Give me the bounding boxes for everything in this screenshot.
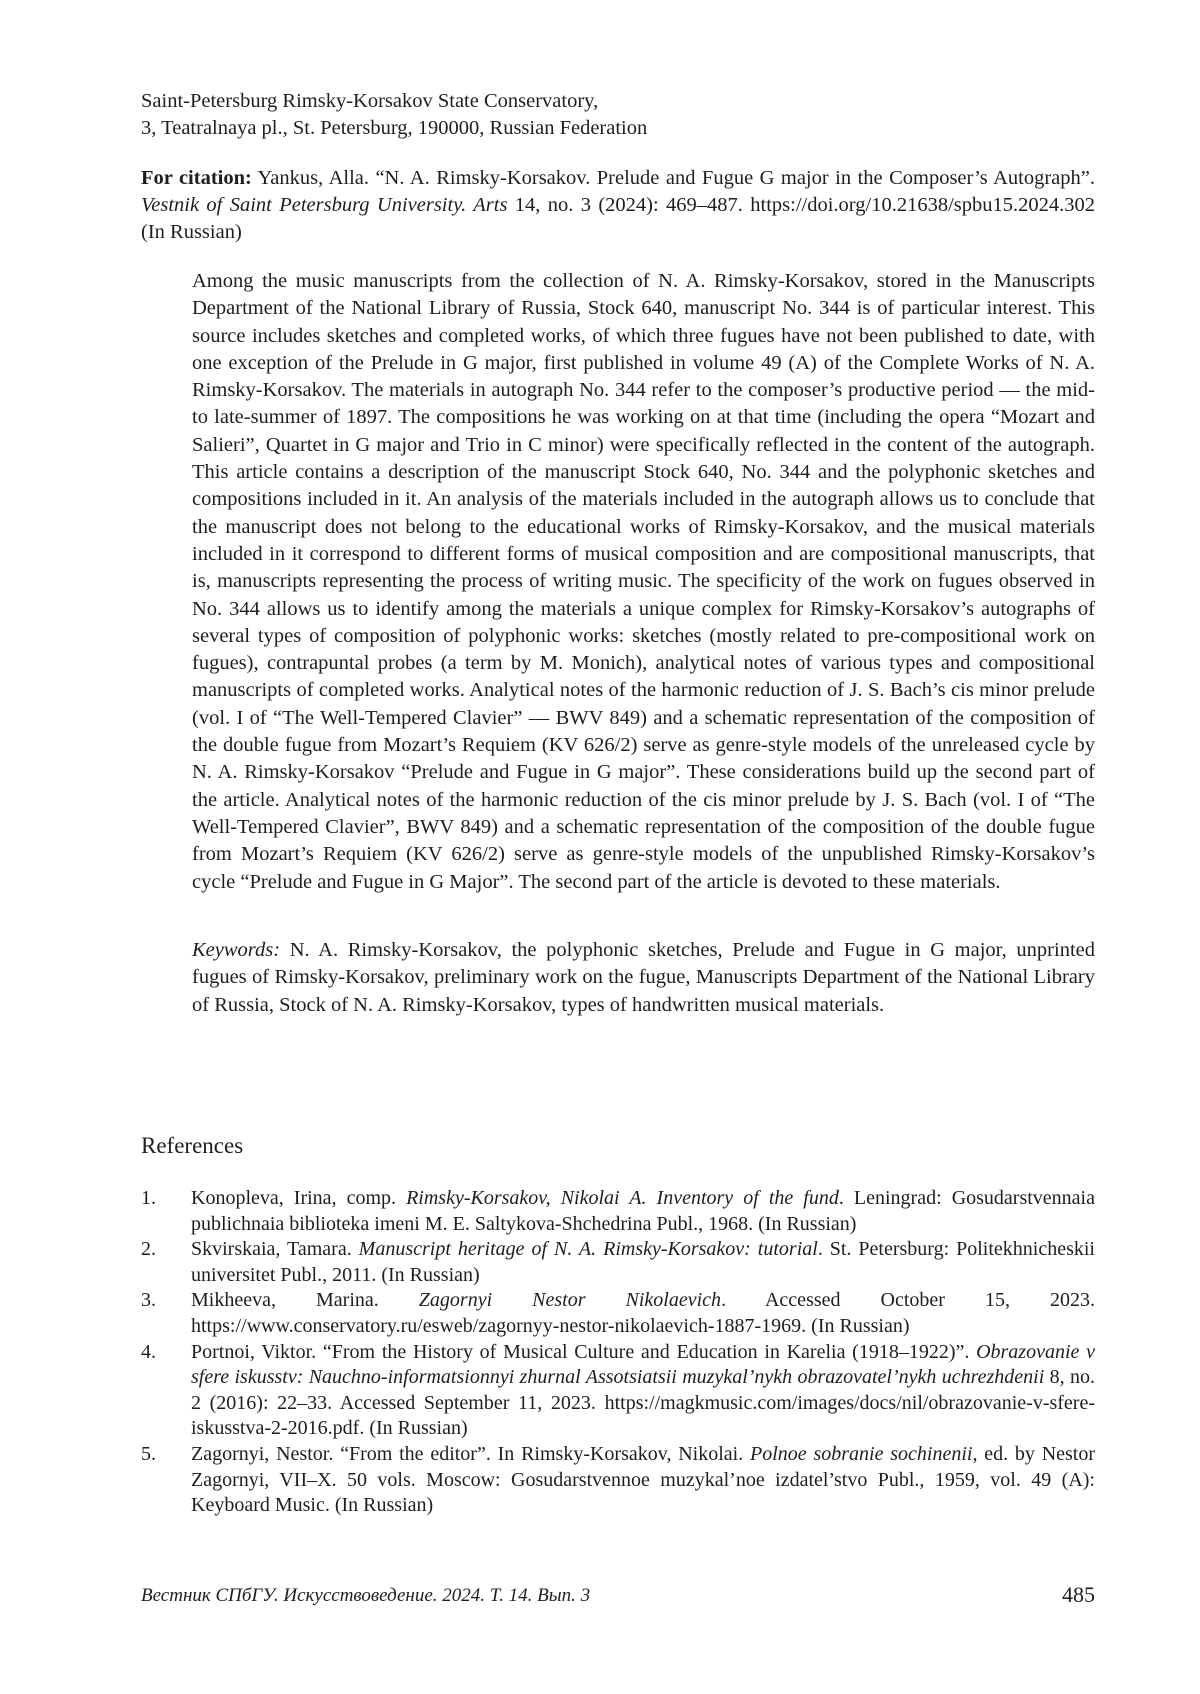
reference-details: . Leningrad: Gosudarstvennaia publichnaia biblioteka imeni M. E. Saltykova-Shchedrina Publ., 1968. (In Russian): [191, 1187, 1095, 1235]
reference-item: [141, 1186, 1095, 1237]
reference-item: [141, 1442, 1095, 1519]
reference-author: Zagornyi, Nestor. “From the editor”. In Rimsky-Korsakov, Nikolai.: [191, 1442, 751, 1465]
reference-title: Polnoe sobranie sochinenii: [750, 1442, 973, 1465]
reference-author: Portnoi, Viktor. “From the History of Musical Culture and Education in Karelia (1918–1922)”.: [191, 1340, 977, 1363]
affiliation-line-1: Saint-Petersburg Rimsky-Korsakov State Conservatory,: [141, 90, 599, 112]
keywords-label: Keywords:: [192, 939, 281, 961]
keywords-text: N. A. Rimsky-Korsakov, the polyphonic sketches, Prelude and Fugue in G major, unprinted fugues of Rimsky-Korsakov, preliminary work on the fugue, Manuscripts Department of the National Library of Russia, Stock of N. A. Rimsky-Korsakov, types of handwritten musical materials.: [192, 939, 1095, 1016]
references-heading: References: [141, 1133, 244, 1158]
reference-title: Rimsky-Korsakov, Nikolai A. Inventory of the fund: [406, 1187, 839, 1209]
footer-journal-name: Вестник СПбГУ. Искусствоведение. 2024. Т. 14. Вып. 3: [141, 1585, 591, 1606]
reference-details: . St. Petersburg: Politekhnicheskii universitet Publ., 2011. (In Russian): [191, 1238, 1095, 1286]
reference-details: , ed. by Nestor Zagornyi, VII–X. 50 vols. Moscow: Gosudarstvennoe muzykal’noe izdatel’stvo Publ., 1959, vol. 49 (A): Keyboard Music. (In Russian): [191, 1442, 1096, 1517]
reference-author: Konopleva, Irina, comp.: [191, 1187, 407, 1209]
reference-details: . Accessed October 15, 2023. https://www.conservatory.ru/esweb/zagornyy-nestor-nikolaevich-1887-1969. (In Russian): [191, 1289, 1096, 1337]
reference-number: 3.: [141, 1289, 156, 1312]
reference-number: 5.: [141, 1442, 156, 1465]
reference-number: 4.: [141, 1340, 156, 1363]
affiliation: [141, 88, 1061, 142]
affiliation-line-2: 3, Teatralnaya pl., St. Petersburg, 190000, Russian Federation: [141, 117, 648, 139]
reference-item: [141, 1340, 1095, 1442]
reference-item: [141, 1237, 1095, 1288]
reference-title: Manuscript heritage of N. A. Rimsky-Korsakov: tutorial: [358, 1238, 818, 1261]
citation: [141, 165, 1095, 246]
reference-item: [141, 1288, 1095, 1339]
reference-number: 2.: [141, 1238, 156, 1261]
citation-label: For citation:: [141, 167, 252, 189]
abstract: Among the music manuscripts from the collection of N. A. Rimsky-Korsakov, stored in the Manuscripts Department of the National Library of Russia, Stock 640, manuscript No. 344 is of particular interest. This source includes sketches and completed works, of which three fugues have not been published to date, with one exception of the Prelude in G major, first published in volume 49 (A) of the Complete Works of N. A. Rimsky-Korsakov. The materials in autograph No. 344 refer to the composer’s productive period — the mid-to late-summer of 1897. The compositions he was working on at that time (including the opera “Mozart and Salieri”, Quartet in G major and Trio in C minor) were specifically reflected in the content of the autograph. This article contains a description of the manuscript Stock 640, No. 344 and the polyphonic sketches and compositions included in it. An analysis of the materials included in the autograph allows us to conclude that the manuscript does not belong to the educational works of Rimsky-Korsakov, and the musical materials included in it correspond to different forms of musical composition and are compositional manuscripts, that is, manuscripts representing the process of writing music. The specificity of the work on fugues observed in No. 344 allows us to identify among the materials a unique complex for Rimsky-Korsakov’s autographs of several types of composition of polyphonic works: sketches (mostly related to pre-compositional work on fugues), contrapuntal probes (a term by M. Monich), analytical notes of various types and compositional manuscripts of completed works. Analytical notes of the harmonic reduction of J. S. Bach’s cis minor prelude (vol. I of “The Well-Tempered Clavier” — BWV 849) and a schematic representation of the composition of the double fugue from Mozart’s Requiem (KV 626/2) serve as genre-style models of the unreleased cycle by N. A. Rimsky-Korsakov “Prelude and Fugue in G major”. These considerations build up the second part of the article. Analytical notes of the harmonic reduction of the cis minor prelude by J. S. Bach (vol. I of “The Well-Tempered Clavier”, BWV 849) and a schematic representation of the composition of the double fugue from Mozart’s Requiem (KV 626/2) serve as genre-style models of the unpublished Rimsky-Korsakov’s cycle “Prelude and Fugue in G Major”. The second part of the article is devoted to these materials.: [192, 270, 1095, 893]
reference-author: Mikheeva, Marina.: [191, 1289, 419, 1312]
citation-text: Yankus, Alla. “N. A. Rimsky-Korsakov. Prelude and Fugue G major in the Composer’s Autograph”.: [251, 167, 1096, 189]
references-list: [141, 1186, 1095, 1519]
reference-number: 1.: [141, 1187, 156, 1209]
citation-journal: Vestnik of Saint Petersburg University. Arts: [141, 194, 508, 216]
reference-title: Zagornyi Nestor Nikolaevich: [418, 1289, 722, 1312]
keywords: [192, 937, 1095, 1019]
citation-details: 14, no. 3 (2024): 469–487. https://doi.org/10.21638/spbu15.2024.302 (In Russian): [141, 194, 1095, 243]
reference-author: Skvirskaia, Tamara.: [191, 1238, 359, 1261]
reference-details: 8, no. 2 (2016): 22–33. Accessed September 11, 2023. https://magkmusic.com/images/docs/nil/obrazovanie-v-sfere-iskusstva-2-2016.pdf. (In Russian): [191, 1366, 1096, 1440]
reference-title: Obrazovanie v sfere iskusstv: Nauchno-informatsionnyi zhurnal Assotsiatsii muzykal’nykh obrazovatel’nykh uchrezhdenii: [191, 1340, 1095, 1389]
page-number: 485: [1062, 1582, 1095, 1607]
